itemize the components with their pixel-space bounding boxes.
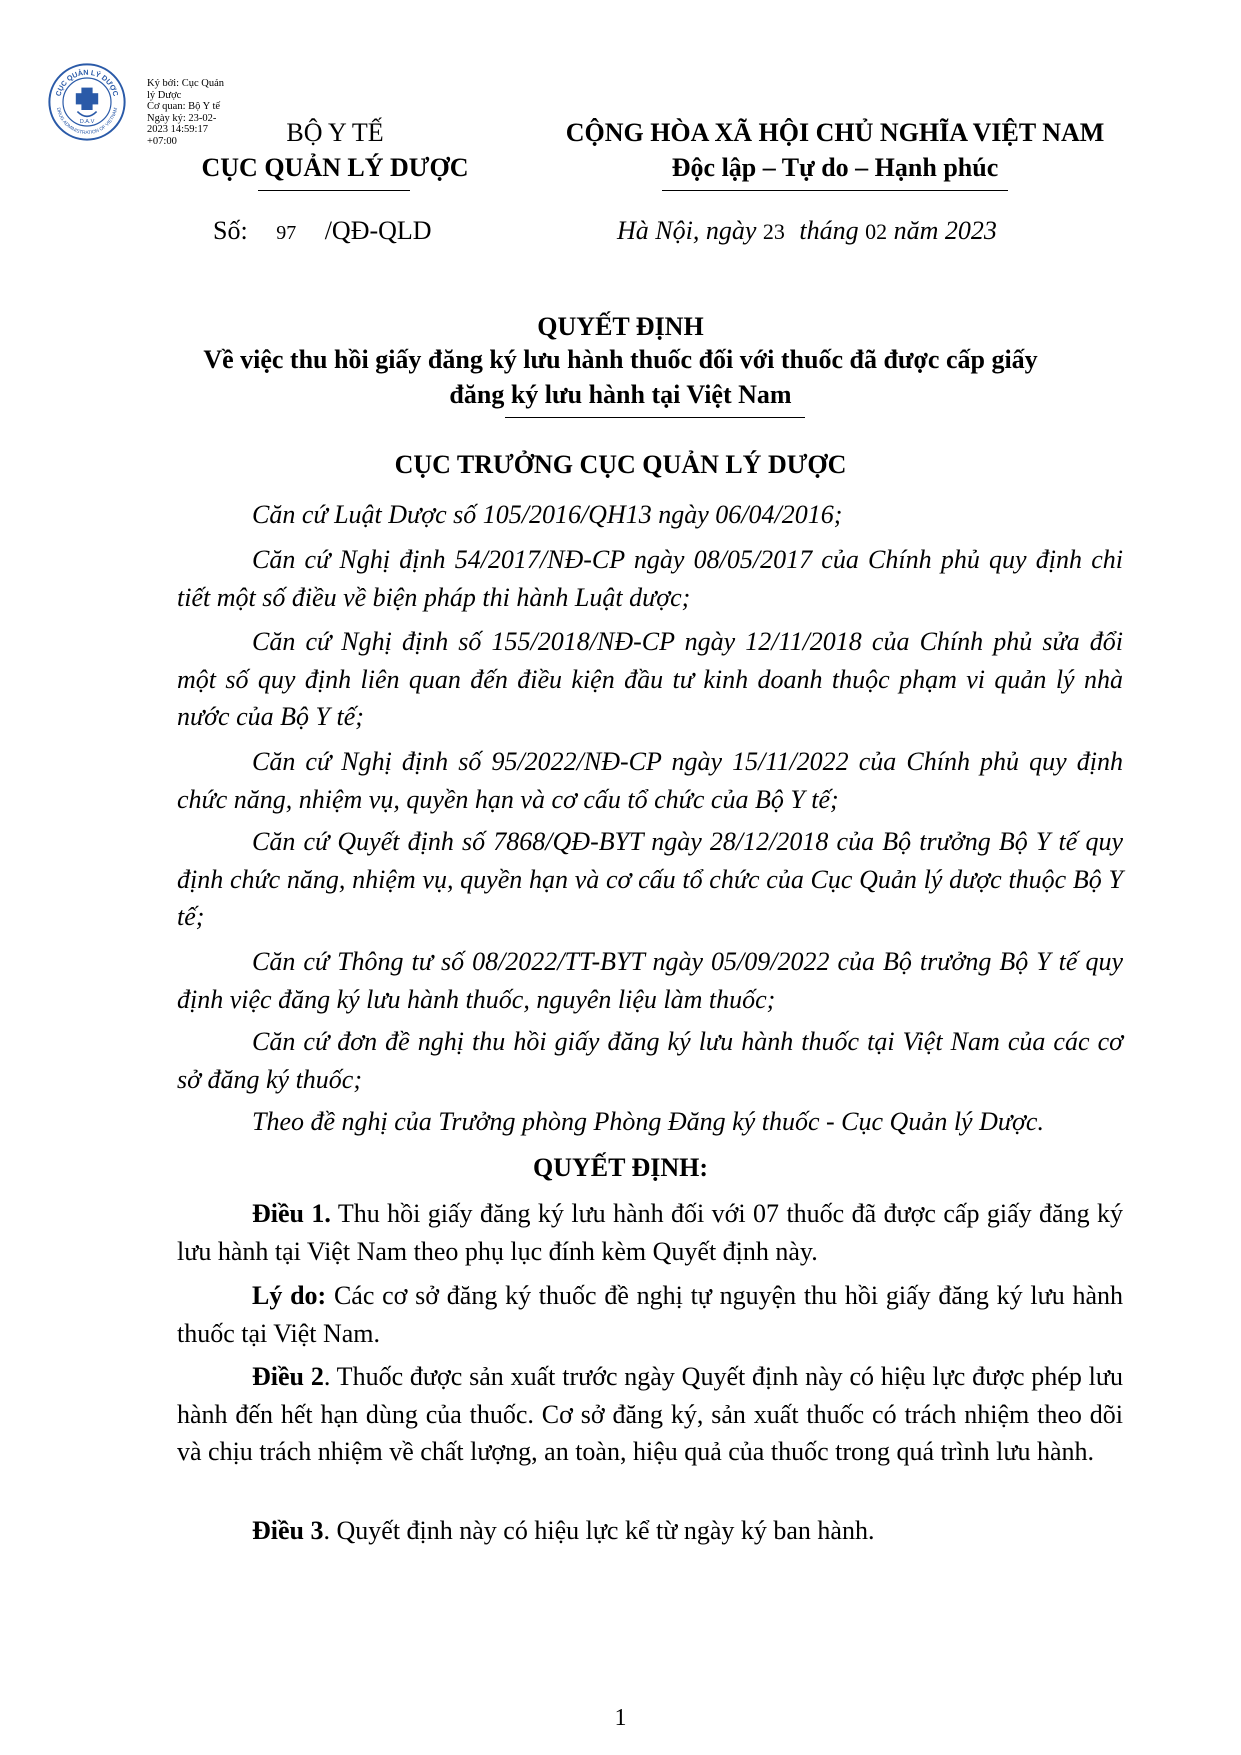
signature-line: Ký bởi: Cục Quản: [147, 78, 225, 89]
page-number: 1: [614, 1705, 627, 1731]
article-3: [177, 1512, 1123, 1550]
article-text: . Thuốc được sản xuất trước ngày Quyết định này có hiệu lực được phép lưu hành đến hết hạn dùng của thuốc. Cơ sở đăng ký, sản xuất thuốc có trách nhiệm theo dõi và chịu trách nhiệm về chất lượng, an toàn, hiệu quả của thuốc trong quá trình lưu hành.: [177, 1362, 1123, 1466]
seal-bottom-text: DRUG ADMINISTRATION OF VIETNAM: [54, 107, 120, 137]
signature-line: Cơ quan: Bộ Y tế: [147, 101, 221, 112]
article-label: Lý do:: [252, 1281, 327, 1310]
article-text: . Quyết định này có hiệu lực kể từ ngày ký ban hành.: [323, 1516, 875, 1545]
number-label: Số:: [213, 216, 248, 245]
date-year: năm 2023: [893, 216, 997, 245]
preamble-item: Căn cứ Thông tư số 08/2022/TT-BYT ngày 05/09/2022 của Bộ trưởng Bộ Y tế quy định việc đăng ký lưu hành thuốc, nguyên liệu làm thuốc;: [177, 947, 1123, 1014]
date-day: 23: [762, 219, 785, 244]
article-label: Điều 1.: [252, 1199, 331, 1228]
issue-date: [617, 216, 997, 246]
document-heading: QUYẾT ĐỊNH: [537, 312, 704, 341]
motto-underline: [662, 190, 1008, 191]
article-reason: [177, 1277, 1123, 1352]
country-name: CỘNG HÒA XÃ HỘI CHỦ NGHĨA VIỆT NAM: [565, 118, 1105, 147]
article-2: [177, 1358, 1123, 1471]
article-1: [177, 1195, 1123, 1270]
number-value: 97: [276, 222, 297, 244]
agency-underline: [258, 190, 410, 191]
subject-underline: [505, 417, 805, 418]
agency-name: CỤC QUẢN LÝ DƯỢC: [201, 153, 469, 182]
decision-heading: QUYẾT ĐỊNH:: [532, 1153, 709, 1182]
agency-seal-icon: [47, 62, 127, 142]
date-month: 02: [865, 219, 888, 244]
document-subject-line2: đăng ký lưu hành tại Việt Nam: [449, 380, 792, 409]
issuing-authority: CỤC TRƯỞNG CỤC QUẢN LÝ DƯỢC: [394, 450, 847, 479]
preamble-item: Căn cứ đơn đề nghị thu hồi giấy đăng ký lưu hành thuốc tại Việt Nam của các cơ sở đăng ký thuốc;: [177, 1027, 1123, 1094]
preamble-item: Căn cứ Luật Dược số 105/2016/QH13 ngày 06/04/2016;: [252, 500, 843, 529]
date-prefix: Hà Nội, ngày: [617, 216, 757, 245]
preamble-item: Căn cứ Nghị định số 95/2022/NĐ-CP ngày 15/11/2022 của Chính phủ quy định chức năng, nhiệm vụ, quyền hạn và cơ cấu tổ chức của Bộ Y tế;: [177, 747, 1123, 814]
ministry-name: BỘ Y TẾ: [286, 118, 384, 147]
preamble-item: Căn cứ Nghị định 54/2017/NĐ-CP ngày 08/05/2017 của Chính phủ quy định chi tiết một số điều về biện pháp thi hành Luật dược;: [177, 545, 1123, 612]
article-text: Thu hồi giấy đăng ký lưu hành đối với 07 thuốc đã được cấp giấy đăng ký lưu hành tại Việt Nam theo phụ lục đính kèm Quyết định này.: [177, 1199, 1124, 1266]
document-number: [213, 216, 432, 246]
article-label: Điều 3: [252, 1516, 324, 1545]
number-suffix: /QĐ-QLD: [324, 216, 432, 245]
signature-line: 2023 14:59:17: [147, 124, 208, 135]
signature-line: Ngày ký: 23-02-: [147, 112, 217, 124]
seal-initials: D.A.V: [79, 118, 95, 125]
preamble-item: Theo đề nghị của Trưởng phòng Phòng Đăng ký thuốc - Cục Quản lý Dược.: [252, 1107, 1044, 1136]
national-motto: Độc lập – Tự do – Hạnh phúc: [671, 153, 999, 182]
preamble-item: Căn cứ Quyết định số 7868/QĐ-BYT ngày 28/12/2018 của Bộ trưởng Bộ Y tế quy định chức năng, nhiệm vụ, quyền hạn và cơ cấu tổ chức của Cục Quản lý dược thuộc Bộ Y tế;: [177, 827, 1123, 931]
article-label: Điều 2: [252, 1362, 324, 1391]
signature-line: lý Dược: [147, 89, 182, 101]
article-text: Các cơ sở đăng ký thuốc đề nghị tự nguyện thu hồi giấy đăng ký lưu hành thuốc tại Việt Nam.: [177, 1281, 1124, 1348]
date-month-label: tháng: [799, 216, 859, 245]
seal-top-text: CỤC QUẢN LÝ DƯỢC: [53, 67, 121, 98]
signature-line: +07:00: [147, 135, 177, 147]
document-subject-line1: Về việc thu hồi giấy đăng ký lưu hành thuốc đối với thuốc đã được cấp giấy: [203, 345, 1038, 374]
preamble-item: Căn cứ Nghị định số 155/2018/NĐ-CP ngày 12/11/2018 của Chính phủ sửa đổi một số quy định liên quan đến điều kiện đầu tư kinh doanh thuộc phạm vi quản lý nhà nước của Bộ Y tế;: [177, 627, 1123, 731]
